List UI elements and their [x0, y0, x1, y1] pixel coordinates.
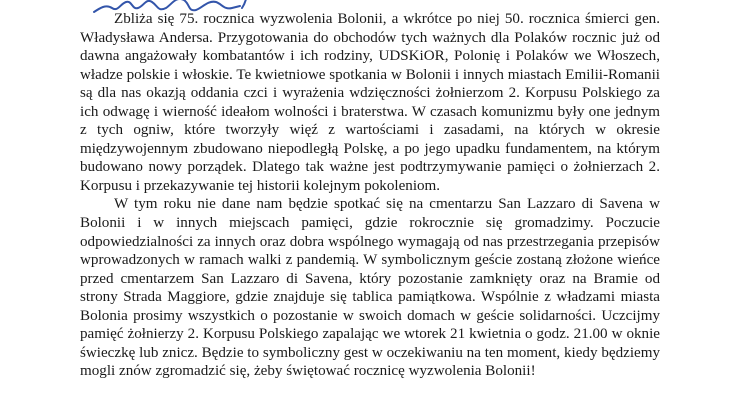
- letter-paragraph-2: W tym roku nie dane nam będzie spotkać się na cmentarzu San Lazzaro di Savena w Bolonii i w innych miejscach pamięci, gdzie rokrocznie się gromadzimy. Poczucie odpowiedzialności za innych oraz dobra wspólnego wymagają od nas przestrzegania przepisów wprowadzonych w ramach walki z pandemią. W symbolicznym geście zostaną złożone wieńce przed cmentarzem San Lazzaro di Savena, który pozostanie zamknięty oraz na Bramie od strony Strada Maggiore, gdzie znajduje się tablica pamiątkowa. Wspólnie z władzami miasta Bolonia prosimy wszystkich o pozostanie w swoich domach w geście solidarności. Uczcijmy pamięć żołnierzy 2. Korpusu Polskiego zapalając we wtorek 21 kwietnia o godz. 21.00 w oknie świeczkę lub znicz. Będzie to symboliczny gest w oczekiwaniu na ten moment, kiedy będziemy mogli znów zgromadzić się, żeby świętować rocznicę wyzwolenia Bolonii!: [80, 196, 660, 380]
- letter-paragraph-1: Zbliża się 75. rocznica wyzwolenia Bolonii, a wkrótce po niej 50. rocznica śmierci gen. Władysława Andersa. Przygotowania do obchodów tych ważnych dla Polaków rocznic już od dawna angażowały kombatantów i ich rodziny, UDSKiOR, Polonię i Polaków we Włoszech, władze polskie i włoskie. Te kwietniowe spotkania w Bolonii i innych miastach Emilii-Romanii są dla nas okazją oddania czci i wyrażenia wdzięczności żołnierzom 2. Korpusu Polskiego za ich odwagę i wierność ideałom wolności i braterstwa. W czasach komunizmu były one jednym z tych ogniw, które tworzyły więź z wartościami i zasadami, na których w okresie międzywojennym zbudowano niepodległą Polskę, a po jego upadku fundamentem, na którym budowano nowy porządek. Dlatego tak ważne jest podtrzymywanie pamięci o żołnierzach 2. Korpusu i przekazywanie tej historii kolejnym pokoleniom.: [80, 11, 660, 194]
- letter-body: [80, 10, 660, 381]
